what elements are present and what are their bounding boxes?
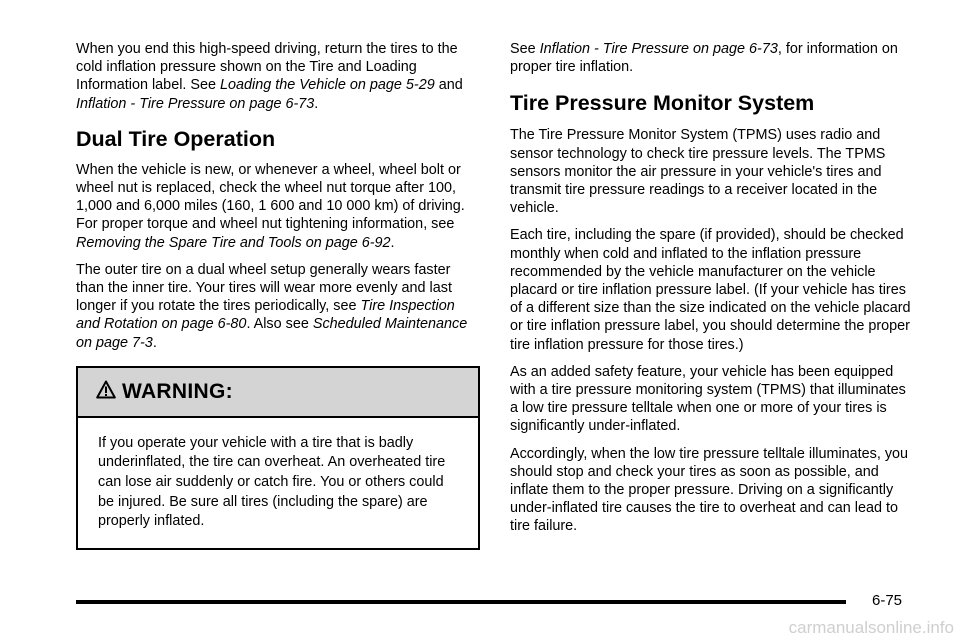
tpms-paragraph-4: Accordingly, when the low tire pressure telltale illuminates, you should stop and check your tires as soon as possible, and inflate them to the proper pressure. Driving on a significantly under-inflated tire causes the tire to overheat and can lead to tire failure. — [510, 445, 909, 535]
page-number: 6-75 — [872, 592, 903, 609]
tpms-paragraph-1: The Tire Pressure Monitor System (TPMS) uses radio and sensor technology to check tire pressure levels. The TPMS sensors monitor the air pressure in your vehicle's tires and transmit tire pressure readings to a receiver located in the vehicle. — [510, 127, 886, 217]
cross-reference-link[interactable]: Tire Inspection and Rotation on page 6-80 — [76, 298, 455, 333]
warning-text: If you operate your vehicle with a tire that is badly underinflated, the tire can overheat. An overheated tire can lose air suddenly or catch fire. You or others could be injured. Be sure all tires (including the spare) are properly inflated. — [98, 434, 446, 530]
dual-tire-paragraph-2: The outer tire on a dual wheel setup generally wears faster than the inner tire. Your tires will wear more evenly and last longer if you rotate the tires periodically, see Tire Inspection and Rotation on page 6-80. Also see Scheduled Maintenance on page 7-3. — [76, 261, 468, 351]
warning-title: WARNING: — [122, 379, 233, 403]
cross-reference-link[interactable]: Inflation - Tire Pressure on page 6-73 — [76, 95, 315, 112]
warning-box — [76, 366, 480, 550]
section-heading-dual-tire: Dual Tire Operation — [76, 126, 276, 151]
tpms-paragraph-3: As an added safety feature, your vehicle has been equipped with a tire pressure monitoring system (TPMS) that illuminates a low tire pressure telltale when one or more of your tires is significantly under-inflated. — [510, 363, 906, 435]
tpms-paragraph-2: Each tire, including the spare (if provided), should be checked monthly when cold and inflated to the inflation pressure recommended by the vehicle manufacturer on the vehicle placard or tire inflation pressure label. (If your vehicle has tires of a different size than the size indicated on the vehicle placard or tire inflation pressure label, you should determine the proper tire inflation pressure for those tires.) — [510, 227, 911, 353]
intro-paragraph: When you end this high-speed driving, return the tires to the cold inflation pressure shown on the Tire and Loading Information label. See Loading the Vehicle on page 5-29 and Inflation - Tire Pressure on page 6-73. — [76, 41, 463, 112]
warning-header — [78, 368, 478, 418]
footer-rule — [76, 600, 846, 604]
section-heading-tpms: Tire Pressure Monitor System — [510, 91, 815, 116]
warning-body — [78, 418, 478, 548]
right-intro-paragraph: See Inflation - Tire Pressure on page 6-73, for information on proper tire inflation. — [510, 41, 898, 76]
left-column — [76, 40, 480, 550]
cross-reference-link[interactable]: Loading the Vehicle on page 5-29 — [220, 77, 435, 94]
cross-reference-link[interactable]: Scheduled Maintenance on page 7-3 — [76, 316, 468, 351]
right-column — [510, 40, 915, 545]
cross-reference-link[interactable]: Removing the Spare Tire and Tools on page 6-92 — [76, 234, 391, 251]
cross-reference-link[interactable]: Inflation - Tire Pressure on page 6-73 — [539, 41, 778, 57]
watermark: carmanualsonline.info — [788, 618, 954, 637]
warning-triangle-icon — [96, 380, 116, 404]
dual-tire-paragraph-1: When the vehicle is new, or whenever a wheel, wheel bolt or wheel nut is replaced, check the wheel nut torque after 100, 1,000 and 6,000 miles (160, 1 600 and 10 000 km) of driving. For proper torque and wheel nut tightening information, see Removing the Spare Tire and Tools on page 6-92. — [76, 161, 465, 251]
